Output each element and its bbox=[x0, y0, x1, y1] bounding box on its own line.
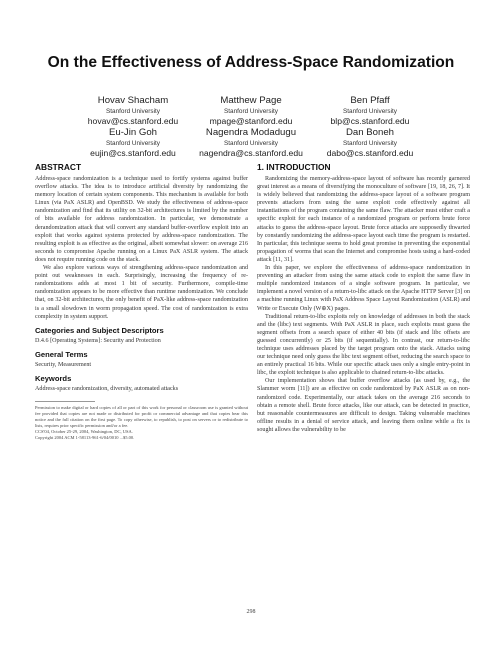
author-name: Hovav Shacham bbox=[97, 95, 169, 106]
footnote-rule bbox=[35, 401, 95, 402]
abstract-paragraph: We also explore various ways of strengthening address-space randomization and point out weaknesses in each. Surprisingly, increasing the frequency of re-randomizations adds at most 1 bit of security. Furthermore, compile-time randomization appears to be more effective than runtime randomization. We conclude that, on 32-bit architectures, the only benefit of PaX-like address-space randomization is a small slowdown in worm propagation speed. The cost of randomization is extra complexity in system support. bbox=[35, 265, 248, 320]
abstract-heading: ABSTRACT bbox=[35, 162, 82, 172]
general-terms-text: Security, Measurement bbox=[35, 361, 92, 368]
permission-notice: Permission to make digital or hard copies of all or part of this work for personal or classroom use is granted without fee provided that copies are not made or distributed for profit or commercial advantage and that copies bear this notice and the full citation on the first page. To copy otherwise, to republish, to post on servers or to redistribute to lists, requires prior specific permission and/or a fee. bbox=[35, 404, 248, 428]
keywords-heading: Keywords bbox=[35, 373, 72, 383]
author-affiliation: Stanford University bbox=[343, 108, 397, 115]
author-name: Nagendra Modadugu bbox=[205, 127, 297, 138]
introduction-paragraph: In this paper, we explore the effectiveness of address-space randomization in preventing an attacker from using the same attack code to exploit the same flaw in multiple randomized instances of a single software program. In particular, we implement a novel version of a return-to-libc attack on the Apache HTTP Server [3] on a machine running Linux with PaX Address Space Layout Randomization (ASLR) and Write or Execute Only (W⊕X) pages. bbox=[257, 265, 470, 312]
right-column bbox=[257, 162, 470, 434]
author-email: eujin@cs.stanford.edu bbox=[90, 148, 176, 158]
author-name: Ben Pfaff bbox=[350, 95, 390, 106]
author-block bbox=[295, 95, 445, 127]
author-name: Eu-Jin Goh bbox=[109, 127, 157, 138]
paper-title: On the Effectiveness of Address-Space Randomization bbox=[47, 54, 455, 71]
categories-heading: Categories and Subject Descriptors bbox=[35, 325, 164, 335]
author-email: mpage@stanford.edu bbox=[209, 116, 293, 126]
author-affiliation: Stanford University bbox=[224, 108, 278, 115]
author-email: dabo@cs.stanford.edu bbox=[326, 148, 414, 158]
abstract-paragraph: Address-space randomization is a technique used to fortify systems against buffer overflow attacks. The idea is to introduce artificial diversity by randomizing the memory location of certain system components. This mechanism is available for both Linux (via PaX ASLR) and OpenBSD. We study the effectiveness of address-space randomization and find that its utility on 32-bit architectures is limited by the number of bits available for address randomization. In particular, we demonstrate a derandomization attack that will convert any standard buffer-overflow exploit into an exploit that works against systems protected by address-space randomization. The resulting exploit is as effective as the original, albeit somewhat slower: on average 216 seconds to compromise Apache running on a Linux PaX ASLR system. The attack does not require running code on the stack. bbox=[35, 176, 248, 263]
conference-line: CCS'04, October 25-29, 2004, Washington, DC, USA. bbox=[35, 428, 133, 434]
introduction-heading: 1. INTRODUCTION bbox=[257, 162, 331, 172]
introduction-paragraph: Randomizing the memory-address-space layout of software has recently garnered great interest as a means of diversifying the monoculture of software [19, 18, 26, 7]. It is widely believed that randomizing the address-space layout of a software program prevents attackers from using the same exploit code effectively against all instantiations of the program containing the same flaw. The attacker must either craft a specific exploit for each instance of a randomized program or perform brute force attacks to guess the address-space layout. Brute force attacks are supposedly thwarted by constantly randomizing the address-space layout each time the program is restarted. In particular, this technique seems to hold great promise in preventing the exponential propagation of worms that scan the Internet and compromise hosts using a hard-coded attack [11, 31]. bbox=[257, 176, 470, 263]
author-block bbox=[295, 127, 445, 159]
author-name: Matthew Page bbox=[220, 95, 282, 106]
copyright-line: Copyright 2004 ACM 1-58113-961-6/04/0010 ...$5.00. bbox=[35, 434, 135, 440]
author-affiliation: Stanford University bbox=[106, 108, 160, 115]
author-email: hovav@cs.stanford.edu bbox=[87, 116, 179, 126]
author-affiliation: Stanford University bbox=[343, 140, 397, 147]
categories-text: D.4.6 [Operating Systems]: Security and Protection bbox=[35, 337, 161, 344]
keywords-text: Address-space randomization, diversity, automated attacks bbox=[35, 385, 179, 392]
author-email: blp@cs.stanford.edu bbox=[330, 116, 410, 126]
author-email: nagendra@cs.stanford.edu bbox=[199, 148, 303, 158]
author-affiliation: Stanford University bbox=[224, 140, 278, 147]
introduction-paragraph: Traditional return-to-libc exploits rely on knowledge of addresses in both the stack and the (libc) text segments. With PaX ASLR in place, such exploits must guess the segment offsets from a search space of either 40 bits (if stack and libc offsets are guessed concurrently) or 25 bits (if sequentially). In contrast, our return-to-libc technique uses addresses placed by the target program onto the stack. Attacks using our technique need only guess the libc text segment offset, reducing the search space to an entirely practical 16 bits. While our specific attack uses only a single entry-point in libc, the exploit technique is also applicable to chained return-to-libc attacks. bbox=[257, 313, 470, 377]
general-terms-heading: General Terms bbox=[35, 349, 88, 359]
left-column bbox=[35, 162, 248, 440]
page-number: 298 bbox=[246, 609, 256, 615]
author-name: Dan Boneh bbox=[345, 127, 394, 138]
author-affiliation: Stanford University bbox=[106, 140, 160, 147]
introduction-paragraph: Our implementation shows that buffer overflow attacks (as used by, e.g., the Slammer worm [11]) are as effective on code randomized by PaX ASLR as on non-randomized code. Experimentally, our attack takes on the average 216 seconds to obtain a remote shell. Brute force attacks, like our attack, can be detected in practice, but reasonable countermeasures are difficult to design. Taking vulnerable machines offline results in a denial of service attack, and leaving them online while a fix is sought allows the vulnerability to be bbox=[257, 378, 470, 433]
